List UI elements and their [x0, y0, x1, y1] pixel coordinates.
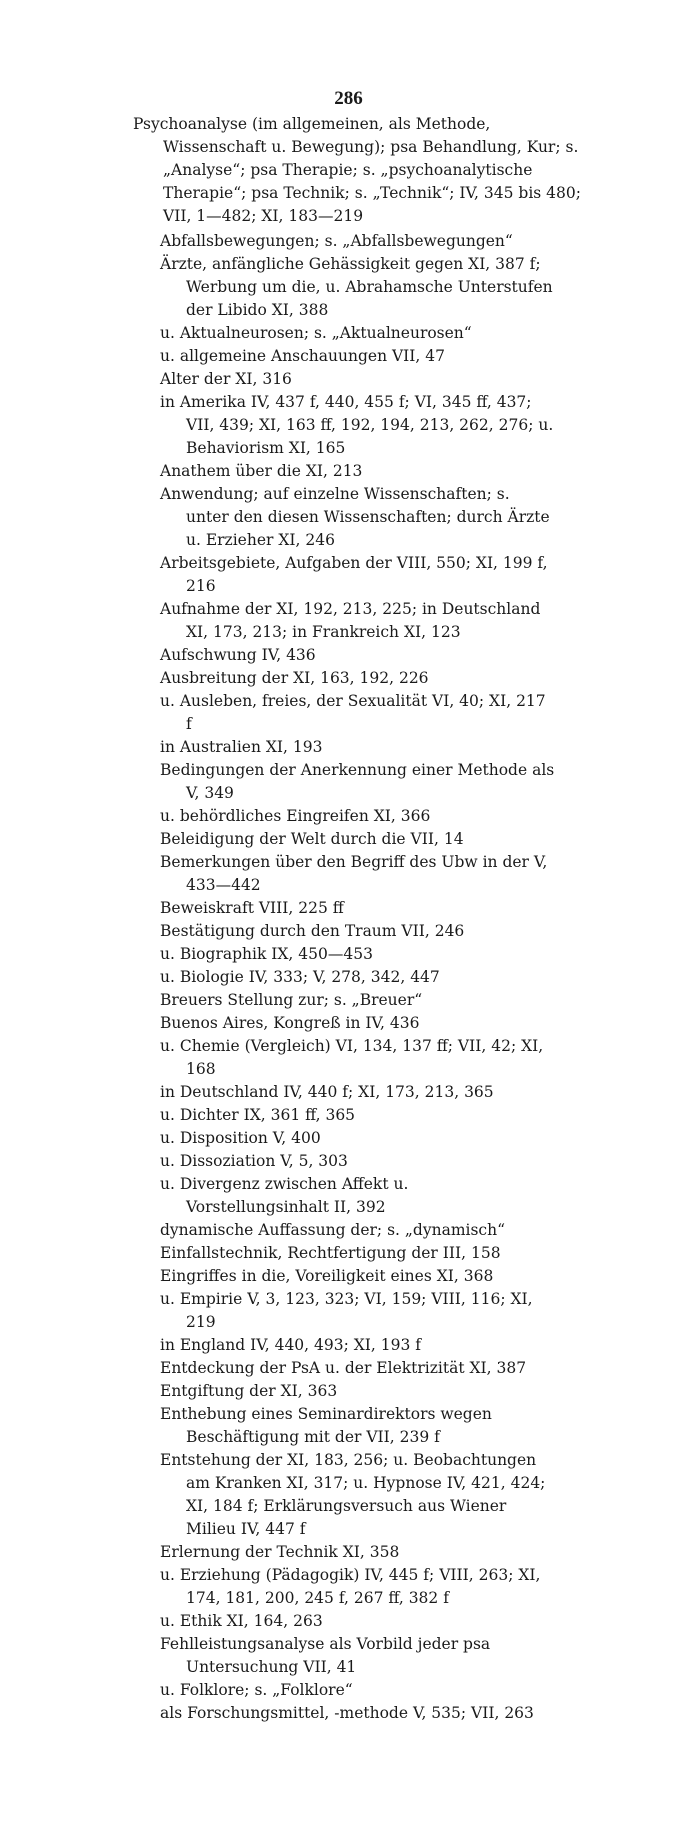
index-subentry: Aufnahme der XI, 192, 213, 225; in Deutschland XI, 173, 213; in Frankreich XI, 123 — [160, 600, 541, 641]
index-subentry: Arbeitsgebiete, Aufgaben der VIII, 550; XI, 199 f, 216 — [160, 554, 548, 595]
index-subentry: Buenos Aires, Kongreß in IV, 436 — [160, 1014, 420, 1032]
index-subentry: Eingriffes in die, Voreiligkeit eines XI, 368 — [160, 1267, 494, 1285]
index-subentry: in England IV, 440, 493; XI, 193 f — [160, 1336, 422, 1354]
index-subentry: Breuers Stellung zur; s. „Breuer“ — [160, 991, 423, 1009]
index-subentry: in Australien XI, 193 — [160, 738, 323, 756]
index-subentry: Enthebung eines Seminardirektors wegen Beschäftigung mit der VII, 239 f — [160, 1405, 492, 1446]
index-subentry: u. Biographik IX, 450—453 — [160, 945, 373, 963]
index-subentry: u. Ethik XI, 164, 263 — [160, 1612, 323, 1630]
index-subentry: Alter der XI, 316 — [160, 370, 292, 388]
index-subentry: Beleidigung der Welt durch die VII, 14 — [160, 830, 464, 848]
index-subentry: in Deutschland IV, 440 f; XI, 173, 213, 365 — [160, 1083, 494, 1101]
index-subentry: u. Biologie IV, 333; V, 278, 342, 447 — [160, 968, 440, 986]
main-index-entry: Psychoanalyse (im allgemeinen, als Methode, Wissenschaft u. Bewegung); psa Behandlung, Kur; s. „Analyse“; psa Therapie; s. „psychoanalytische Therapie“; psa Technik; s. „Technik“; IV, 345 bis 480; VII, 1—482; XI, 183—219 — [133, 115, 581, 225]
index-subentry: Bedingungen der Anerkennung einer Methode als V, 349 — [160, 761, 555, 802]
index-subentry: Ausbreitung der XI, 163, 192, 226 — [160, 669, 429, 687]
index-subentry: u. Divergenz zwischen Affekt u. Vorstellungsinhalt II, 392 — [160, 1175, 409, 1216]
index-subentry: Entstehung der XI, 183, 256; u. Beobachtungen am Kranken XI, 317; u. Hypnose IV, 421, 424; XI, 184 f; Erklärungsversuch aus Wiener Milieu IV, 447 f — [160, 1451, 546, 1538]
index-subentry: Bestätigung durch den Traum VII, 246 — [160, 922, 465, 940]
index-subentry: Bemerkungen über den Begriff des Ubw in der V, 433—442 — [160, 853, 548, 894]
index-subentries — [160, 230, 555, 1725]
index-subentry: u. Ausleben, freies, der Sexualität VI, 40; XI, 217 f — [160, 692, 546, 733]
index-subentry: Anathem über die XI, 213 — [160, 462, 363, 480]
index-subentry: u. Dichter IX, 361 ff, 365 — [160, 1106, 356, 1124]
index-subentry: Aufschwung IV, 436 — [160, 646, 316, 664]
index-subentry: u. Disposition V, 400 — [160, 1129, 321, 1147]
index-subentry: Abfallsbewegungen; s. „Abfallsbewegungen“ — [160, 232, 513, 250]
index-subentry: u. behördliches Eingreifen XI, 366 — [160, 807, 431, 825]
index-subentry: Fehlleistungsanalyse als Vorbild jeder psa Untersuchung VII, 41 — [160, 1635, 491, 1676]
index-subentry: u. Empirie V, 3, 123, 323; VI, 159; VIII, 116; XI, 219 — [160, 1290, 533, 1331]
index-subentry: als Forschungsmittel, -methode V, 535; VII, 263 — [160, 1704, 534, 1722]
index-subentry: u. allgemeine Anschauungen VII, 47 — [160, 347, 446, 365]
index-subentry: Erlernung der Technik XI, 358 — [160, 1543, 400, 1561]
index-subentry: Beweiskraft VIII, 225 ff — [160, 899, 344, 917]
index-subentry: Entdeckung der PsA u. der Elektrizität XI, 387 — [160, 1359, 527, 1377]
index-subentry: u. Dissoziation V, 5, 303 — [160, 1152, 348, 1170]
index-subentry: u. Chemie (Vergleich) VI, 134, 137 ff; VII, 42; XI, 168 — [160, 1037, 544, 1078]
index-subentry: Einfallstechnik, Rechtfertigung der III, 158 — [160, 1244, 501, 1262]
index-subentry: Entgiftung der XI, 363 — [160, 1382, 338, 1400]
index-subentry: dynamische Auffassung der; s. „dynamisch“ — [160, 1221, 506, 1239]
index-subentry: in Amerika IV, 437 f, 440, 455 f; VI, 345 ff, 437; VII, 439; XI, 163 ff, 192, 194, 213, 262, 276; u. Behaviorism XI, 165 — [160, 393, 554, 457]
index-subentry: Ärzte, anfängliche Gehässigkeit gegen XI, 387 f; Werbung um die, u. Abrahamsche Unterstufen der Libido XI, 388 — [160, 255, 553, 319]
index-subentry: u. Folklore; s. „Folklore“ — [160, 1681, 353, 1699]
index-subentry: Anwendung; auf einzelne Wissenschaften; s. unter den diesen Wissenschaften; durch Ärzte u. Erzieher XI, 246 — [160, 485, 550, 549]
page-number: 286 — [334, 88, 363, 109]
index-subentry: u. Aktualneurosen; s. „Aktualneurosen“ — [160, 324, 472, 342]
index-subentry: u. Erziehung (Pädagogik) IV, 445 f; VIII, 263; XI, 174, 181, 200, 245 f, 267 ff, 382 f — [160, 1566, 541, 1607]
